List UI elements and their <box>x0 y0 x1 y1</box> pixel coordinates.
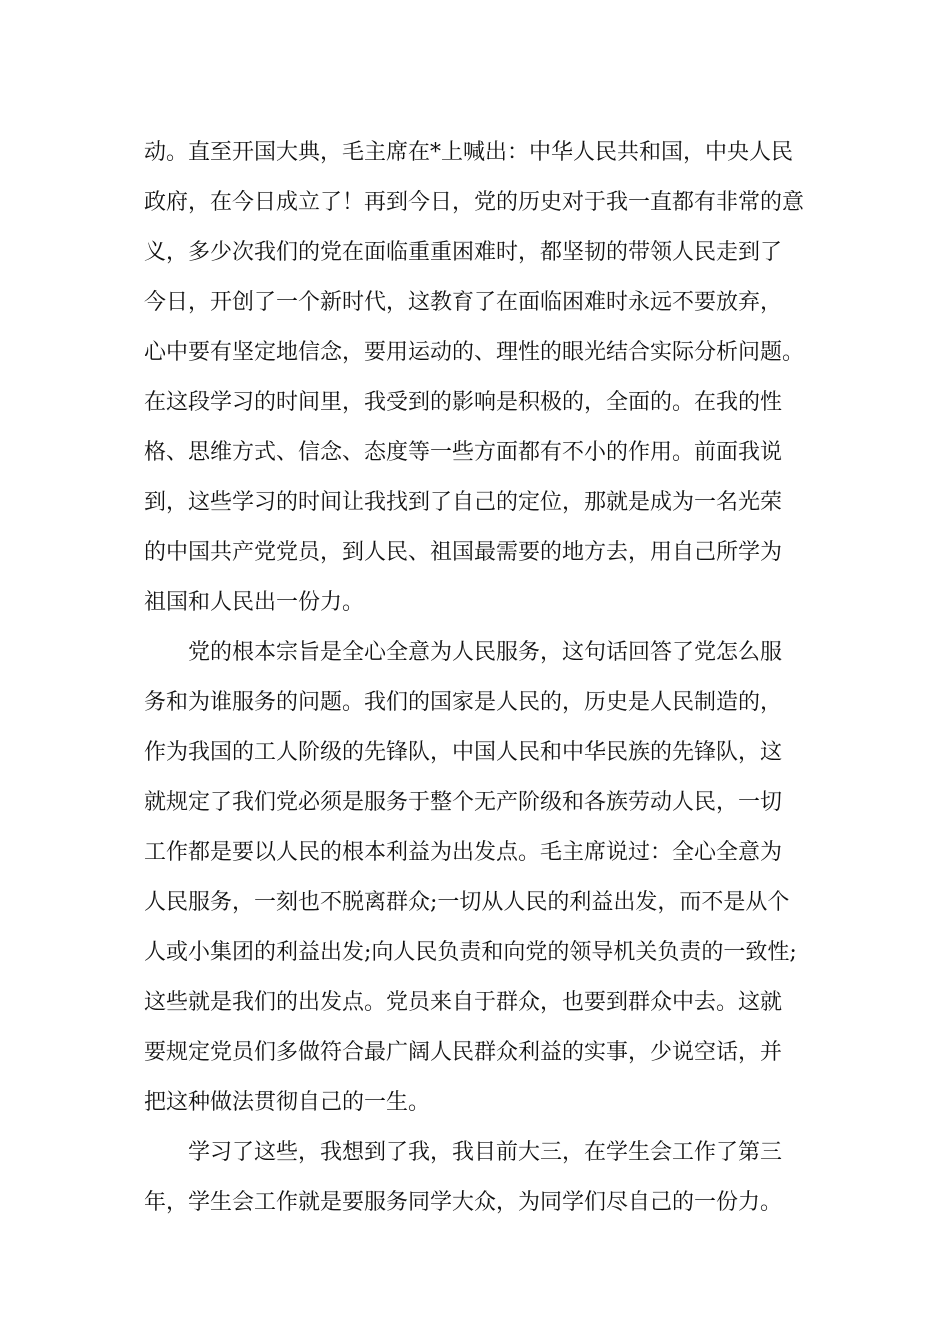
text-line: 到，这些学习的时间让我找到了自己的定位，那就是成为一名光荣 <box>144 490 783 515</box>
text-line: 祖国和人民出一份力。 <box>144 590 365 615</box>
text-line: 人或小集团的利益出发;向人民负责和向党的领导机关负责的一致性; <box>144 940 797 965</box>
text-line: 务和为谁服务的问题。我们的国家是人民的，历史是人民制造的， <box>144 690 783 715</box>
text-line: 这些就是我们的出发点。党员来自于群众，也要到群众中去。这就 <box>144 990 783 1015</box>
text-line: 今日，开创了一个新时代，这教育了在面临困难时永远不要放弃， <box>144 290 783 315</box>
text-line: 政府，在今日成立了！再到今日，党的历史对于我一直都有非常的意 <box>144 190 805 215</box>
paragraph-start-line: 学习了这些，我想到了我，我目前大三，在学生会工作了第三 <box>144 1140 783 1165</box>
text-line: 工作都是要以人民的根本利益为出发点。毛主席说过：全心全意为 <box>144 840 783 865</box>
text-line: 人民服务，一刻也不脱离群众;一切从人民的利益出发，而不是从个 <box>144 890 790 915</box>
text-line: 心中要有坚定地信念，要用运动的、理性的眼光结合实际分析问题。 <box>144 340 805 365</box>
text-line: 在这段学习的时间里，我受到的影响是积极的，全面的。在我的性 <box>144 390 783 415</box>
body-text <box>144 128 816 1228</box>
text-line: 作为我国的工人阶级的先锋队，中国人民和中华民族的先锋队，这 <box>144 740 783 765</box>
text-line: 年，学生会工作就是要服务同学大众，为同学们尽自己的一份力。 <box>144 1190 783 1215</box>
text-line: 格、思维方式、信念、态度等一些方面都有不小的作用。前面我说 <box>144 440 783 465</box>
text-line: 义，多少次我们的党在面临重重困难时，都坚韧的带领人民走到了 <box>144 240 783 265</box>
text-line: 的中国共产党党员，到人民、祖国最需要的地方去，用自己所学为 <box>144 540 783 565</box>
text-line: 把这种做法贯彻自己的一生。 <box>144 1090 431 1115</box>
paragraph-start-line: 党的根本宗旨是全心全意为人民服务，这句话回答了党怎么服 <box>144 640 783 665</box>
text-line: 要规定党员们多做符合最广阔人民群众利益的实事，少说空话，并 <box>144 1040 783 1065</box>
text-line: 就规定了我们党必须是服务于整个无产阶级和各族劳动人民，一切 <box>144 790 783 815</box>
text-line: 动。直至开国大典，毛主席在*上喊出：中华人民共和国，中央人民 <box>144 140 794 165</box>
